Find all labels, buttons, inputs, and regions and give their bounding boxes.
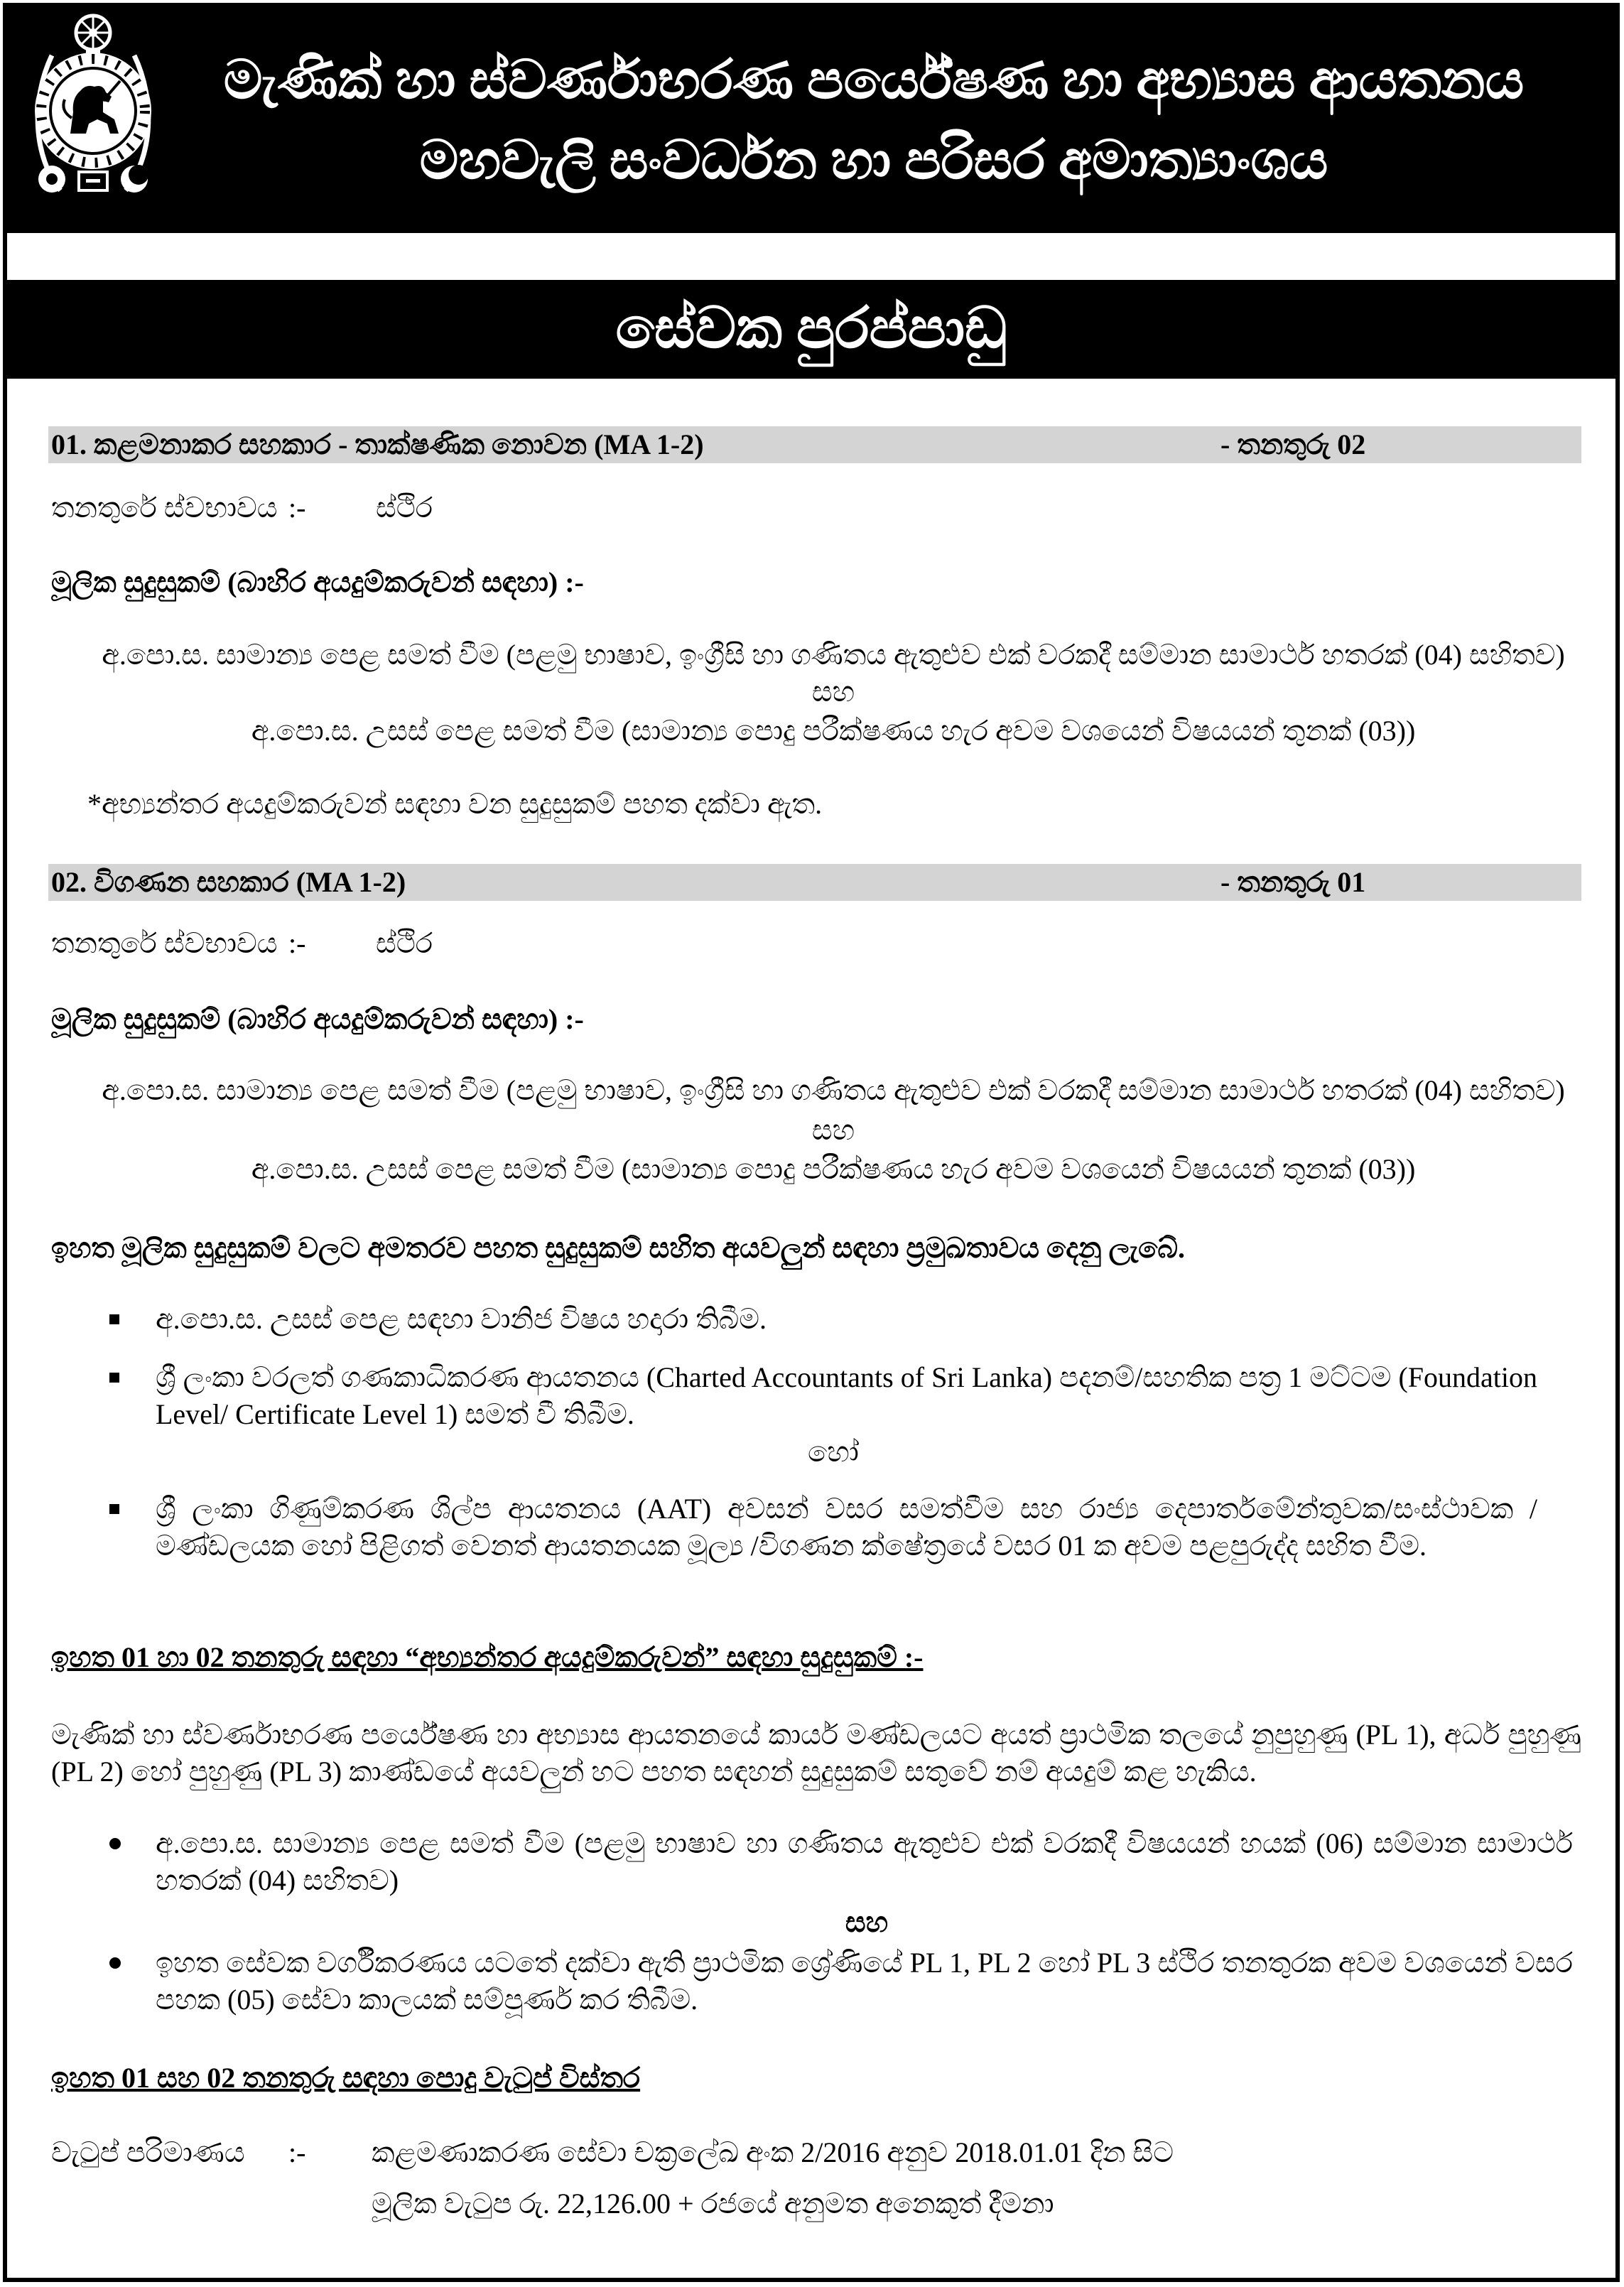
square-bullet-icon <box>109 1504 119 1514</box>
post-nature-value: ස්ථිර <box>376 927 433 959</box>
square-bullet-icon <box>109 1373 119 1383</box>
basic-salary: මූලික වැටුප රු. 22,126.00 + රජයේ අනුමත අනෙකුත් දීමනා <box>372 2188 1054 2220</box>
separator: :- <box>288 492 306 524</box>
position-title: 02. විගණන සහකාර (MA 1-2) <box>51 866 406 898</box>
list-item: අ.පො.ස. උසස් පෙළ සඳහා වානිජ විෂය හදාරා තිබීම. <box>156 1303 767 1335</box>
separator: :- <box>288 927 306 959</box>
position-count: - තනතුරු 01 <box>1220 866 1366 898</box>
post-nature-value: ස්ථිර <box>376 492 433 524</box>
or-text: හෝ <box>808 1436 859 1468</box>
salary-scale-label: වැටුප් පරිමාණය <box>51 2136 245 2168</box>
list-item: අ.පො.ස. සාමාන්‍ය පෙළ සමත් වීම (පළමු භාෂාව හා ගණිතය ඇතුළුව එක් වරකදී විෂයයන් හයක් (06) සම්මාන සාමාර්ථ හතරක් (04) සහිතව) <box>156 1827 1573 1896</box>
qualification-line: අ.පො.ස. සාමාන්‍ය පෙළ සමත් වීම (පළමු භාෂාව, ඉංග්‍රීසි හා ගණිතය ඇතුළුව එක් වරකදී සම්මාන සාමාර්ථ හතරක් (04) සහිතව) <box>102 639 1565 671</box>
internal-applicants-note: *අභ්‍යන්තර අයදුම්කරුවන් සඳහා වන සුදුසුකම් පහත දක්වා ඇත. <box>87 788 823 820</box>
national-emblem-icon <box>29 11 157 200</box>
qualification-line: අ.පො.ස. සාමාන්‍ය පෙළ සමත් වීම (පළමු භාෂාව, ඉංග්‍රීසි හා ගණිතය ඇතුළුව එක් වරකදී සම්මාන සාමාර්ථ හතරක් (04) සහිතව) <box>102 1074 1565 1106</box>
list-item: ශ්‍රී ලංකා ගිණුම්කරණ ශිල්ප ආයතනය (AAT) අවසන් වසර සමත්වීම සහ රාජ්‍ය දෙපාර්තමේන්තුවක/සංස්ථාවක /මණ්ඩලයක හෝ පිළිගත් වෙනත් ආයතනයක මූල්‍ය /විගණන ක්ෂේත්‍රයේ වසර 01 ක අවම පළපුරුද්ද සහිත වීම. <box>156 1493 1537 1562</box>
qualification-heading: මූලික සුදුසුකම් (බාහිර අයදුම්කරුවන් සඳහා) :- <box>51 566 584 598</box>
salary-heading: ඉහත 01 සහ 02 තනතුරු සඳහා පොදු වැටුප් විස්තර <box>51 2062 641 2094</box>
post-nature-label: තනතුරේ ස්වභාවය <box>51 492 278 524</box>
institute-name: මැණික් හා ස්වර්ණාභරණ පර්යේෂණ හා අභ්‍යාස ආයතනය <box>223 50 1525 110</box>
separator: :- <box>288 2136 306 2168</box>
conjunction-text: සහ <box>811 676 855 708</box>
position-title: 01. කළමනාකර සහකාර - තාක්ෂණික නොවන (MA 1-2) <box>51 428 704 460</box>
round-bullet-icon <box>109 1957 121 1969</box>
list-item: ශ්‍රී ලංකා වරලත් ගණකාධිකරණ ආයතනය (Charted Accountants of Sri Lanka) පදනම්/සහතික පත්‍ර 1 මට්ටම (Foundation Level/ Certificate Level 1) සමත් වී තිබීම. <box>156 1361 1537 1430</box>
qualification-heading: මූලික සුදුසුකම් (බාහිර අයදුම්කරුවන් සඳහා) :- <box>51 1003 584 1035</box>
internal-applicants-intro: මැණික් හා ස්වර්ණාභරණ පර්යේෂණ හා අභ්‍යාස ආයතනයේ කාර්ය මණ්ඩලයට අයත් ප්‍රාථමික තලයේ නුපුහුණු (PL 1), අර්ධ පුහුණු (PL 2) හෝ පුහුණු (PL 3) කාණ්ඩයේ අයවලුන් හට පහත සඳහන් සුදුසුකම් සතුවේ නම් අයදුම් කළ හැකිය. <box>51 1719 1581 1788</box>
salary-scale-value: කළමණාකරණ සේවා චක්‍රලේඛ අංක 2/2016 අනුව 2018.01.01 දින සිට <box>372 2136 1174 2168</box>
round-bullet-icon <box>109 1838 121 1849</box>
square-bullet-icon <box>109 1314 119 1324</box>
internal-applicants-heading: ඉහත 01 හා 02 තනතුරු සඳහා “අභ්‍යන්තර අයදුම්කරුවන්” සඳහා සුදුසුකම් :- <box>51 1641 924 1673</box>
priority-heading: ඉහත මූලික සුදුසුකම් වලට අමතරව පහත සුදුසුකම් සහිත අයවලුන් සඳහා ප්‍රමුඛතාවය දෙනු ලැබේ. <box>51 1232 1185 1264</box>
conjunction-text: සහ <box>811 1114 855 1146</box>
banner-title: සේවක පුරප්පාඩු <box>615 298 1007 360</box>
position-bar <box>48 426 1581 463</box>
salary-scale-row <box>51 2134 1579 2171</box>
ministry-name: මහවැලි සංවර්ධන හා පරිසර අමාත්‍යාංශය <box>419 131 1328 190</box>
post-nature-row <box>51 925 1579 962</box>
position-bar <box>48 864 1581 901</box>
list-item: ඉහත සේවක වර්ගීකරණය යටතේ දක්වා ඇති ප්‍රාථමික ශ්‍රේණියේ PL 1, PL 2 හෝ PL 3 ස්ථිර තනතුරක අවම වශයෙන් වසර පහක (05) සේවා කාලයක් සම්පූර්ණ කර තිබීම. <box>156 1947 1573 2016</box>
post-nature-label: තනතුරේ ස්වභාවය <box>51 927 278 959</box>
banner-band <box>3 280 1620 379</box>
post-nature-row <box>51 490 1579 526</box>
qualification-line: අ.පො.ස. උසස් පෙළ සමත් වීම (සාමාන්‍ය පොදු පරීක්ෂණය හැර අවම වශයෙන් විෂයයන් තුනක් (03)) <box>251 715 1416 747</box>
qualification-line: අ.පො.ස. උසස් පෙළ සමත් වීම (සාමාන්‍ය පොදු පරීක්ෂණය හැර අවම වශයෙන් විෂයයන් තුනක් (03)) <box>251 1153 1416 1185</box>
position-count: - තනතුරු 02 <box>1220 428 1366 460</box>
conjunction-text: සහ <box>845 1906 889 1938</box>
header-band <box>3 3 1620 233</box>
